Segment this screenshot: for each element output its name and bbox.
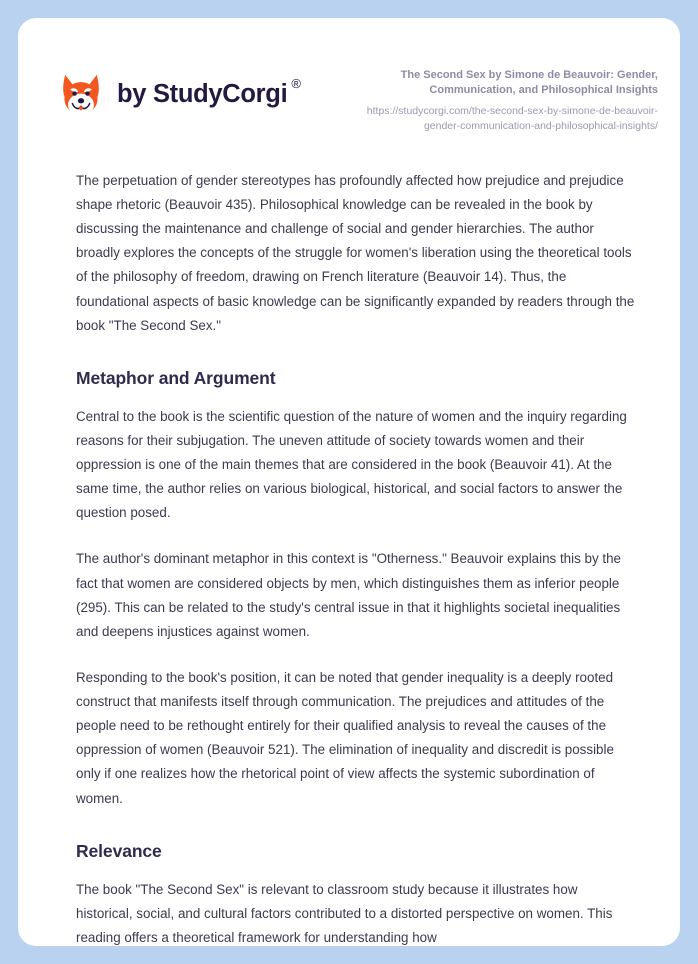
- intro-paragraph: The perpetuation of gender stereotypes has profoundly affected how prejudice and prejudice shape rhetoric (Beauvoir 435). Philosophical knowledge can be revealed in the book by discussing the maintenance and challenge of social and gender hierarchies. The author broadly explores the concepts of the struggle for women's liberation using the theoretical tools of the philosophy of freedom, drawing on French literature (Beauvoir 14). Thus, the foundational aspects of basic knowledge can be significantly expanded by readers through the book "The Second Sex.": [76, 172, 635, 333]
- document-meta: [352, 62, 658, 133]
- brand-block[interactable]: [58, 62, 301, 118]
- paragraph: Responding to the book's position, it can be noted that gender inequality is a deeply rooted construct that manifests itself through communication. The prejudices and attitudes of the people need to be rethought entirely for their qualified analysis to reveal the causes of the oppression of women (Beauvoir 521). The elimination of inequality and discredit is possible only if one realizes how the rhetorical point of view affects the systemic subordination of women.: [76, 669, 614, 806]
- paragraph: The book "The Second Sex" is relevant to classroom study because it illustrates how historical, social, and cultural factors contributed to a distorted perspective on women. This reading offers a theoretical framework for understanding how: [76, 881, 613, 945]
- corgi-head-icon: [58, 72, 104, 118]
- section-heading-metaphor-and-argument: Metaphor and Argument: [76, 367, 276, 388]
- paragraph: Central to the book is the scientific question of the nature of women and the inquiry regarding reasons for their subjugation. The uneven attitude of society towards women and their oppression is one of the main themes that are considered in the book (Beauvoir 41). At the same time, the author relies on various biological, historical, and social factors to answer the question posed.: [76, 408, 627, 521]
- registered-trademark-icon: ®: [291, 76, 301, 92]
- document-header: [18, 18, 680, 133]
- document-body: [18, 133, 680, 946]
- document-title: The Second Sex by Simone de Beauvoir: Gender, Communication, and Philosophical Insights: [400, 69, 658, 97]
- section-heading-relevance: Relevance: [76, 840, 162, 861]
- brand-name-text: by StudyCorgi: [117, 80, 288, 109]
- paragraph: The author's dominant metaphor in this context is "Otherness." Beauvoir explains this by the fact that women are considered objects by men, which distinguishes them as inferior people (295). This can be related to the study's central issue in that it highlights societal inequalities and deepens injustices against women.: [76, 551, 621, 639]
- brand-wordmark: [117, 76, 301, 109]
- document-url[interactable]: https://studycorgi.com/the-second-sex-by-simone-de-beauvoir-gender-communication-and-philosophical-insights/: [366, 105, 658, 132]
- document-card: [18, 18, 680, 946]
